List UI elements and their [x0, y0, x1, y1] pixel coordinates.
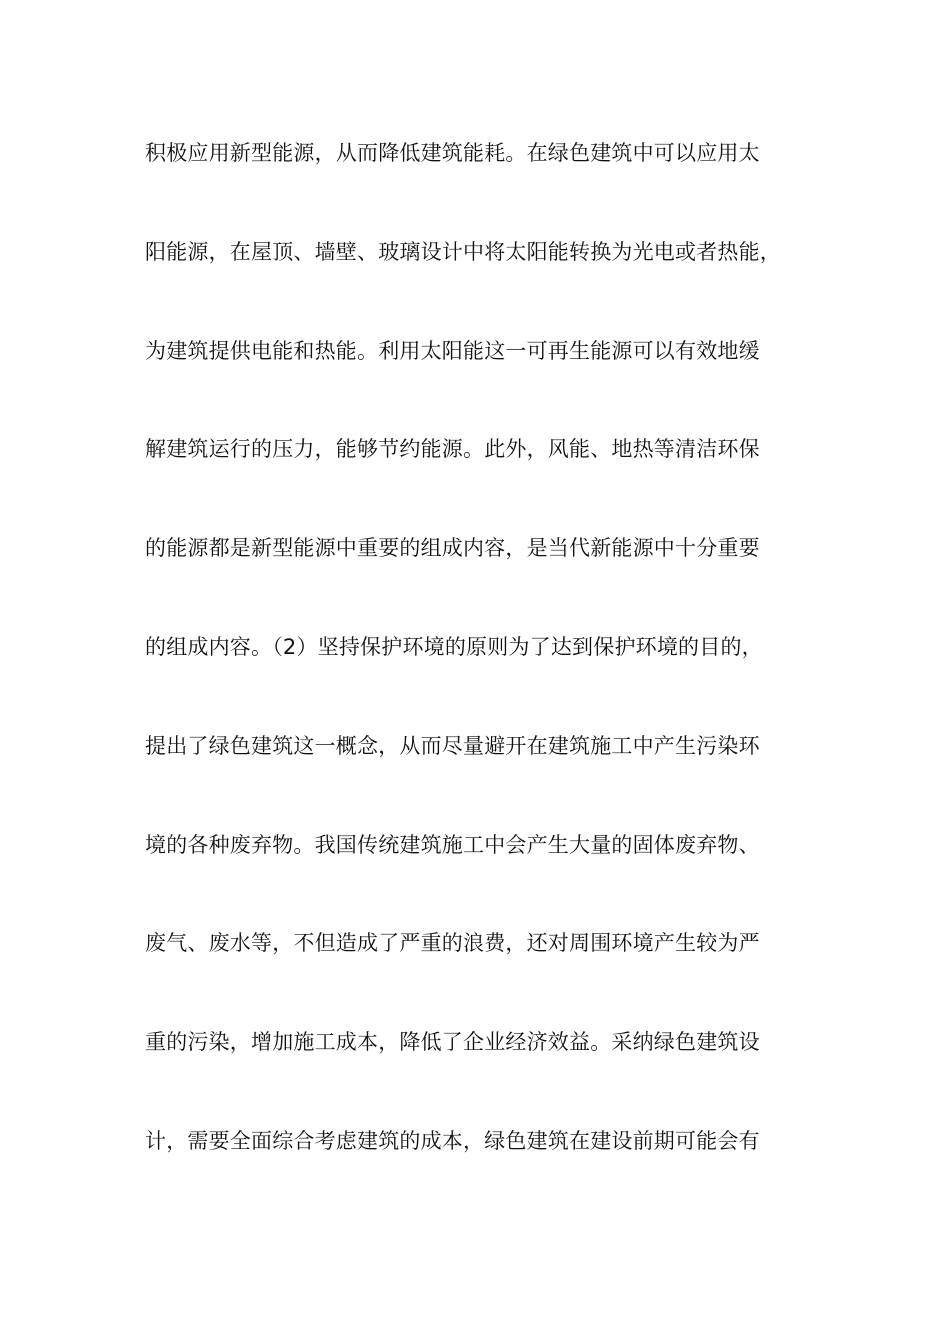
text-line: 积极应用新型能源，从而降低建筑能耗。在绿色建筑中可以应用太 [145, 141, 760, 165]
text-line: 解建筑运行的压力，能够节约能源。此外，风能、地热等清洁环保 [145, 437, 760, 462]
text-line: 为建筑提供电能和热能。利用太阳能这一可再生能源可以有效地缓 [145, 338, 760, 363]
text-line: 的组成内容。（2）坚持保护环境的原则为了达到保护环境的目的， [145, 634, 763, 659]
text-line: 重的污染，增加施工成本，降低了企业经济效益。采纳绿色建筑设 [145, 1030, 760, 1055]
text-line: 的能源都是新型能源中重要的组成内容，是当代新能源中十分重要 [145, 536, 760, 561]
body-paragraph [145, 131, 825, 1218]
text-line: 废气、废水等，不但造成了严重的浪费，还对周围环境产生较为严 [145, 931, 760, 956]
text-line: 计，需要全面综合考虑建筑的成本，绿色建筑在建设前期可能会有 [145, 1128, 760, 1153]
text-line: 境的各种废弃物。我国传统建筑施工中会产生大量的固体废弃物、 [145, 832, 760, 857]
text-line: 阳能源，在屋顶、墙壁、玻璃设计中将太阳能转换为光电或者热能， [145, 239, 781, 264]
text-line: 提出了绿色建筑这一概念，从而尽量避开在建筑施工中产生污染环 [145, 733, 760, 758]
